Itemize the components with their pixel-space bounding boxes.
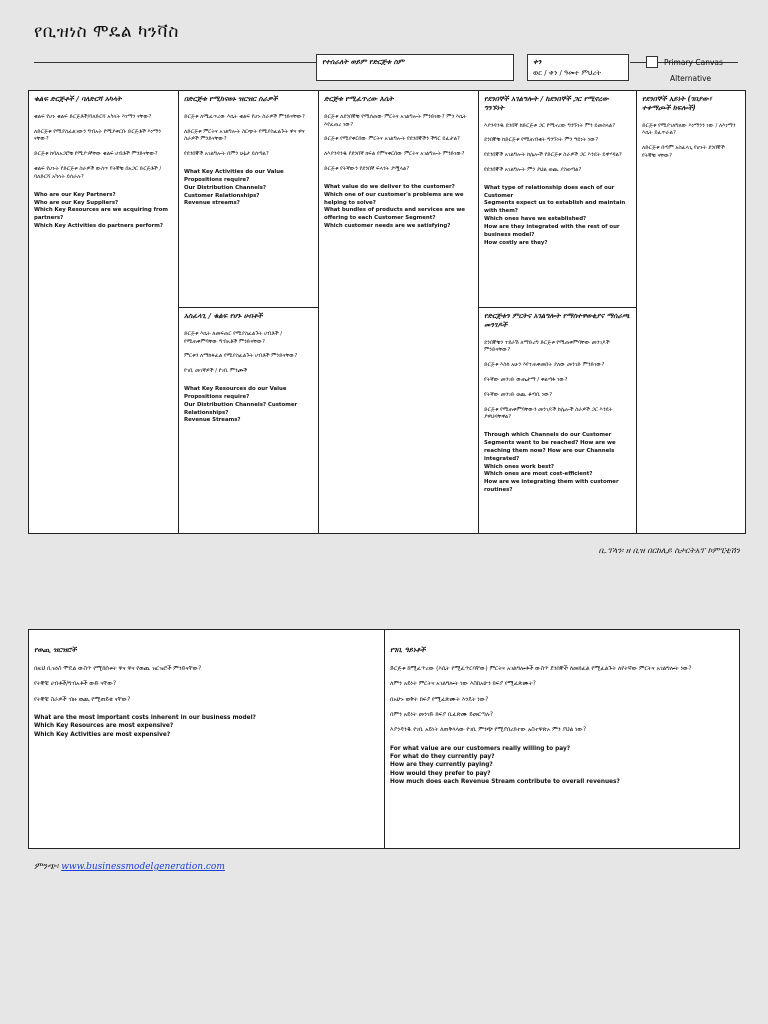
relationships-en-question: How are they integrated with the rest of our business model? [484,223,620,238]
key-partners-cell[interactable] [29,91,179,533]
relationships-english-questions [484,185,631,248]
channels-question: የትኛው መንገድ ውጤታማ / ቀልጣፋ ነው? [484,376,568,383]
title-divider [34,62,316,63]
activities-en-question: Revenue streams? [184,200,240,207]
key-activities-cell[interactable] [179,91,319,308]
channels-en-question: Through which Channels do our Customer Segments want to be reached? How are we reaching them now? How are our Channels integrated? [484,432,616,462]
channels-en-question: Which ones are most cost-efficient? [484,471,593,478]
key-partners-heading: ቁልፍ ድርጅቶች / ባለድርሻ አካላት [34,95,122,103]
cost-en-question: Which Key Activities are most expensive? [34,731,171,738]
designed-for-label: የተሰራለት ወይም የድርጅቱ ስም [322,58,405,66]
segments-question: ድርጅቱ የሚያገለግለው እነማንን ነው / ለእነማን እሴት ይፈጥራል? [642,122,736,137]
revenue-en-question: How much does each Revenue Stream contribute to overall revenues? [390,779,620,786]
partners-english-questions [34,192,173,231]
source-link[interactable]: www.businessmodelgeneration.com [61,862,225,872]
revenue-question: ለምን አይነት ምርትና አገልግሎት ነው እስከአሁን ክፍያ የሚፈጽሙት? [390,681,536,688]
credit-line: ቢ.ፕላን፡ ዘ ቢዝ በርከሊይ ስታርትአፕ ኮምፒቲሽን [598,546,740,555]
partners-en-question: Who are our Key Partners? [34,191,116,198]
channels-en-question: How are we integrating them with customer routines? [484,479,619,494]
resources-question: የገቢ መገኛዎች / የገቢ ምንጮች [184,368,248,375]
value-question: ድርጅቱ ለደንበኞቹ የሚሰጠው ምርትና አገልግሎት ምንድነው? ምን እሴት እየፈጠረ ነው? [324,113,467,128]
key-activities-heading: በድርጅቱ የሚከናወኑ ዝርዝር ስራዎች [184,95,278,103]
page-title: የቢዝነስ ሞዴል ካንቫስ [34,22,179,42]
key-resources-cell[interactable] [179,308,319,533]
segments-question: ለድርጅቱ በጣም አስፈላጊ የሆኑት ደንበኞች የትኞቹ ናቸው? [642,145,725,159]
business-model-canvas [28,90,746,534]
partners-en-question: Who are our Key Suppliers? [34,199,119,206]
relationships-question: ደንበኞቹ ከድርጅቱ የሚጠብቁት ግንኙነት ምን ዓይነት ነው? [484,137,599,144]
date-field[interactable] [527,54,629,81]
activities-en-question: Our Distribution Channels? [184,184,267,191]
revenue-en-question: How would they prefer to pay? [390,770,491,777]
channels-question: ድርጅቱ የሚጠቀምባቸውን መንገዶች ከሌሎች ስራዎች ጋር እንዴት ያዋህዳቸዋል? [484,406,613,421]
revenue-question: ድርጅቱ ከሚፈጥረው (እሴት የሚፈጥርባቸው) ምርትና አገልግሎቶች ውስጥ ደንበኞች ለመክፈል የሚፈልጉት ለየትኛው ምርትና አገልግሎት ነው? [390,665,692,672]
revenue-en-question: For what do they currently pay? [390,754,495,761]
source-line [34,862,225,872]
designed-for-field[interactable] [316,54,514,81]
cost-en-question: Which Key Resources are most expensive? [34,723,174,730]
resources-question: ድርጅቱ እሴት ለመፍጠር የሚያስፈልጉት ሀብቶች / የሚጠቀምባቸው ግብአቶች ምንድናቸው? [184,330,283,345]
channels-question: ድርጅቱ እስከ አሁን እየተጠቀመበት ያለው መንገድ ምንድነው? [484,362,605,369]
primary-canvas-label: Primary Canvas [664,58,723,67]
cost-structure-cell[interactable] [29,630,385,848]
activities-en-question: What Key Activities do our Value Propositions require? [184,169,284,183]
customer-relationships-cell[interactable] [479,91,637,308]
value-en-question: Which customer needs are we satisfying? [324,223,451,230]
value-question: ድርጅቱ የትኛውን የደንበኛ ፍላጎት ያሟላል? [324,166,410,173]
activities-question: ለድርጅቱ ምርትና አገልግሎት ስርጭት የሚያስፈልጉት ዋና ዋና ስራዎች ምንድናቸው? [184,128,305,143]
relationships-question: እያንዳንዱ ደንበኛ ከድርጅቱ ጋር የሚኖረው ግንኙነት ምን ይመስላል? [484,122,616,129]
revenue-streams-heading: የገቢ ዓይነቶች [390,646,426,654]
channels-question: የትኛው መንገድ ወጪ ቆጣቢ ነው? [484,391,553,398]
revenue-streams-cell[interactable] [385,630,739,848]
resources-en-question: What Key Resources do our Value Propositions require? [184,386,287,400]
partners-question: ድርጅቱ ከባለአጋሮቹ የሚያገኛቸው ቁልፍ ሀብቶች ምንድናቸው? [34,151,158,158]
value-question: ለእያንዳንዱ የደንበኛ ክፍል የምናቀርበው ምርትና አገልግሎት ምንድነው? [324,151,465,158]
cost-revenue-section [28,629,740,849]
value-english-questions [324,184,473,231]
resources-english-questions [184,386,313,425]
relationships-en-question: Which ones have we established? [484,216,587,223]
activities-question: የደንበኞች አገልግሎት በምን ሁኔታ ይሰጣል? [184,151,269,158]
primary-canvas-checkbox[interactable] [646,56,658,68]
customer-segments-cell[interactable] [637,91,745,533]
cost-question: በዚህ ቢዝነስ ሞዴል ውስጥ የሚከሰቱት ዋና ዋና የወጪ ዝርዝሮች ምንድናቸው? [34,665,202,672]
relationships-question: የደንበኞች አገልግሎት ምን ያህል ወጪ ያስወጣል? [484,166,582,173]
resources-en-question: Revenue Streams? [184,417,241,424]
activities-en-question: Customer Relationships? [184,192,260,199]
revenue-question: በምን አይነት መንገድ ክፍያ ቢፈጽሙ ይመርጣሉ? [390,711,493,718]
date-format: ወር / ቀን / ዓመተ ምህረት [533,69,602,77]
relationships-en-question: What type of relationship does each of our Customer [484,184,615,199]
resources-question: ምርቱን ለማከፋፈል የሚያስፈልጉት ሀብቶች ምንድናቸው? [184,353,298,360]
value-propositions-heading: ድርጅቱ የሚፈጥረው እሴት [324,95,394,103]
customer-relationships-heading: የደንበኞች አገልግሎት / ከደንበኞች ጋር የሚኖረው ግንኙነት [484,95,609,112]
alternative-canvas-label: Alternative [670,74,712,83]
cost-question: የትኞቹ ሀብቶች/ግብአቶች ውድ ናቸው? [34,681,117,688]
revenue-en-question: For what value are our customers really willing to pay? [390,745,571,752]
partners-en-question: Which Key Resources are we acquiring from partners? [34,207,168,222]
cost-english-questions [34,714,379,739]
cost-en-question: What are the most important costs inherent in our business model? [34,714,256,721]
activities-question: ድርጅቱ ለሚፈጥረው እሴት ቁልፍ የሆኑ ስራዎች ምንድናቸው? [184,113,305,120]
partners-question: ቁልፍ የሆኑ ቁልፍ ድርጅቶች/ባለድርሻ አካላት እነማን ናቸው? [34,113,152,120]
value-en-question: Which one of our customer's problems are we helping to solve? [324,191,464,206]
cost-question: የትኞቹ ስራዎች ብዙ ወጪ የሚጠይቁ ናቸው? [34,696,131,703]
date-label: ቀን [533,58,542,66]
source-label: ምንጭ፡ [34,862,59,872]
channels-english-questions [484,432,631,495]
revenue-en-question: How are they currently paying? [390,762,493,769]
value-question: ድርጅቱ የሚያቀርበው ምርትና አገልግሎት የደንበኞችን ችግር ይፈታል? [324,136,460,143]
channels-en-question: Which ones work best? [484,463,555,470]
value-propositions-cell[interactable] [319,91,479,533]
relationships-question: የደንበኞች አገልግሎት ከሌሎች የድርጅቱ ስራዎች ጋር እንዴት ይዋሃዳል? [484,152,622,159]
partners-question: ቁልፍ የሆኑት የድርጅቱ ስራዎች ውስጥ የትኞቹ በአጋር ድርጅቶች / ባለድርሻ አካላት ይሰራሉ? [34,166,162,180]
relationships-en-question: How costly are they? [484,239,548,246]
channels-question: ደንበኞቹን ተደራሽ ለማድረግ ድርጅቱ የሚጠቀምባቸው መንገዶች ምንድናቸው? [484,339,610,354]
partners-question: ለድርጅቱ የሚያስፈልገውን ግብአት የሚያቀርቡ ድርጅቶች እነማን ናቸው? [34,128,161,143]
revenue-question: እያንዳንዱ የገቢ አይነት ለጠቅላላው የገቢ ምንጭ የሚያበረክተው አስተዋጽኦ ምን ያህል ነው? [390,727,587,734]
key-resources-heading: አስፈላጊ / ቁልፍ የሆኑ ሀብቶች [184,312,263,320]
activities-english-questions [184,169,313,208]
partners-en-question: Which Key Activities do partners perform? [34,223,164,230]
cost-structure-heading: የወጪ ዝርዝሮች [34,646,77,654]
channels-heading: የድርጅቱን ምርትና አገልግሎት የማስተዋወቂያና ማሰራጫ መንገዶች [484,312,630,329]
value-en-question: What bundles of products and services are we offering to each Customer Segment? [324,207,466,222]
value-en-question: What value do we deliver to the customer? [324,183,455,190]
resources-en-question: Our Distribution Channels? Customer Relationships? [184,401,298,416]
revenue-question: በአሁኑ ወቅት ክፍያ የሚፈጽሙት እንዴት ነው? [390,696,489,703]
channels-cell[interactable] [479,308,637,533]
customer-segments-heading: የደንበኞች አይነት (ገበያው፣ ተቀማጮች ክፍሎች) [642,95,712,112]
relationships-en-question: Segments expect us to establish and maintain with them? [484,200,626,215]
revenue-english-questions [390,745,734,787]
